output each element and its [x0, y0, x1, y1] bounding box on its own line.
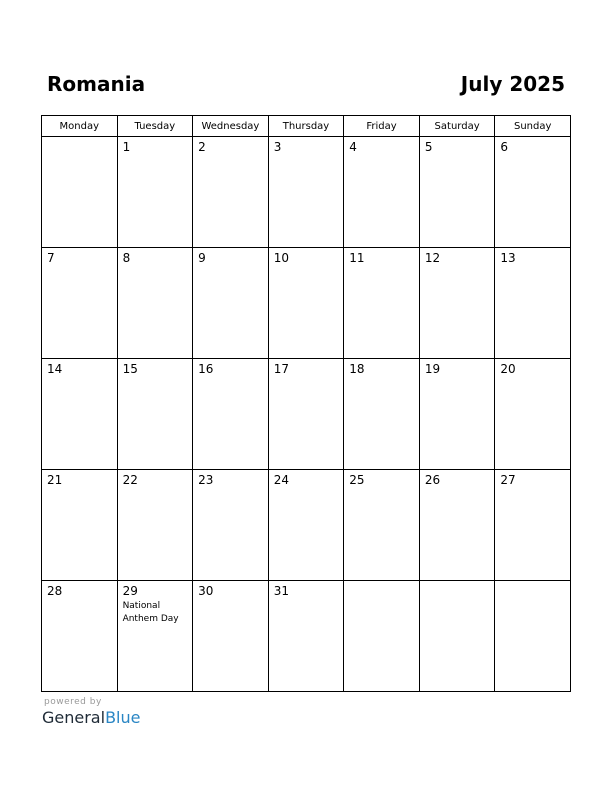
day-number: 29 — [122, 584, 138, 598]
day-cell — [344, 581, 420, 692]
day-number: 17 — [273, 362, 289, 376]
day-cell — [495, 359, 571, 470]
day-number: 28 — [47, 584, 63, 598]
day-number: 31 — [273, 584, 289, 598]
day-cell — [495, 470, 571, 581]
day-cell — [344, 470, 420, 581]
day-number: 5 — [424, 140, 433, 154]
country-title: Romania — [47, 72, 146, 96]
day-cell — [42, 470, 118, 581]
weekday-header: Saturday — [419, 116, 495, 137]
day-number: 11 — [349, 251, 365, 265]
weekday-header: Friday — [344, 116, 420, 137]
day-cell — [193, 248, 269, 359]
day-cell — [419, 248, 495, 359]
day-number: 18 — [349, 362, 365, 376]
day-cell — [268, 359, 344, 470]
holiday-label: National Anthem Day — [122, 601, 179, 624]
day-number: 23 — [198, 473, 214, 487]
day-cell — [117, 248, 193, 359]
day-number: 1 — [122, 140, 131, 154]
day-cell — [419, 137, 495, 248]
weekday-header: Monday — [42, 116, 118, 137]
day-number: 26 — [424, 473, 441, 487]
weekday-header: Wednesday — [193, 116, 269, 137]
day-cell — [193, 137, 269, 248]
day-number: 4 — [349, 140, 357, 154]
day-cell — [495, 248, 571, 359]
day-number: 24 — [273, 473, 289, 487]
day-cell — [268, 470, 344, 581]
week-row — [42, 137, 571, 248]
week-row — [42, 470, 571, 581]
day-cell — [344, 248, 420, 359]
weekday-header: Sunday — [495, 116, 571, 137]
day-number: 6 — [500, 140, 509, 154]
day-cell — [42, 248, 118, 359]
day-cell — [495, 581, 571, 692]
logo-text-general: General — [42, 708, 106, 727]
day-cell — [344, 137, 420, 248]
day-cell — [268, 248, 344, 359]
day-number: 2 — [198, 140, 206, 154]
generalblue-logo[interactable] — [42, 708, 140, 727]
day-cell — [419, 470, 495, 581]
day-cell — [42, 359, 118, 470]
day-cell — [193, 581, 269, 692]
weekday-header: Thursday — [268, 116, 344, 137]
day-number: 25 — [349, 473, 365, 487]
week-row — [42, 248, 571, 359]
day-cell — [495, 137, 571, 248]
day-number: 30 — [198, 584, 214, 598]
weekday-header-row — [42, 116, 571, 137]
day-cell — [268, 137, 344, 248]
day-number: 15 — [122, 362, 138, 376]
day-number — [344, 581, 419, 584]
day-cell — [268, 581, 344, 692]
day-number: 9 — [198, 251, 206, 265]
day-cell — [117, 470, 193, 581]
calendar-grid — [41, 115, 571, 692]
day-number: 22 — [122, 473, 138, 487]
day-cell — [193, 359, 269, 470]
day-number: 10 — [273, 251, 289, 265]
day-cell — [419, 581, 495, 692]
week-row — [42, 359, 571, 470]
day-number: 12 — [424, 251, 441, 265]
day-cell — [117, 581, 193, 692]
day-number: 19 — [424, 362, 441, 376]
logo-text-blue: Blue — [105, 708, 141, 727]
day-number — [495, 581, 570, 584]
day-number: 16 — [198, 362, 214, 376]
day-number: 27 — [500, 473, 516, 487]
day-cell — [42, 137, 118, 248]
day-number: 8 — [122, 251, 131, 265]
day-number: 21 — [47, 473, 63, 487]
day-cell — [117, 359, 193, 470]
day-cell — [344, 359, 420, 470]
day-cell — [419, 359, 495, 470]
day-number: 3 — [273, 140, 282, 154]
weekday-header: Tuesday — [117, 116, 193, 137]
day-number: 7 — [47, 251, 55, 265]
day-number — [420, 581, 495, 584]
day-number: 20 — [500, 362, 516, 376]
month-title: July 2025 — [460, 72, 565, 96]
day-number: 14 — [47, 362, 63, 376]
day-cell — [42, 581, 118, 692]
powered-by-label: powered by — [44, 697, 102, 707]
day-number: 13 — [500, 251, 516, 265]
day-cell — [193, 470, 269, 581]
day-cell — [117, 137, 193, 248]
week-row — [42, 581, 571, 692]
day-number — [42, 137, 117, 140]
